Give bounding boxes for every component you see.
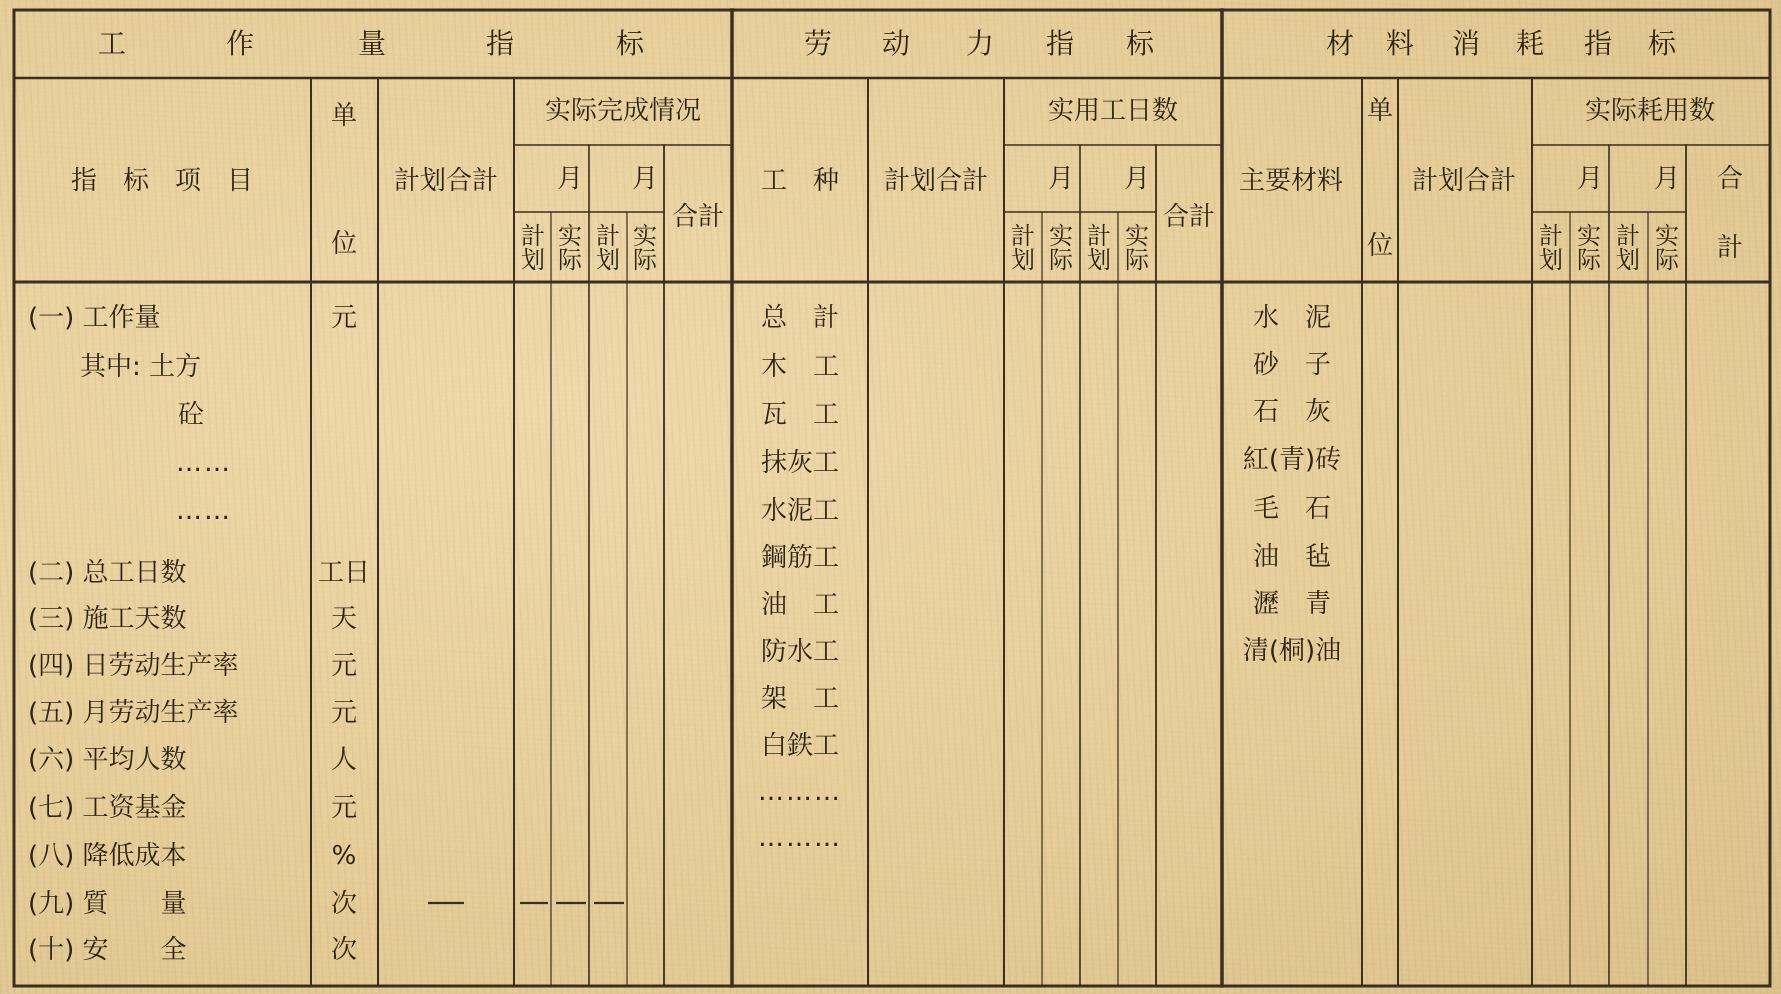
labor-month1-header: 月: [1047, 164, 1075, 194]
workload-item-6: (二) 总工日数: [28, 558, 187, 588]
workload-unit-10: 人: [330, 745, 358, 775]
labor-trade-1: 总 計: [760, 303, 840, 333]
workload-month1-header: 月: [556, 164, 584, 194]
labor-trade-5: 水泥工: [760, 496, 840, 526]
header-labor-char-2: 动: [881, 27, 911, 60]
workload-unit-12: %: [331, 841, 357, 871]
labor-m1-plan-header: 計划: [1011, 222, 1035, 274]
header-material-char-4: 耗: [1515, 27, 1545, 60]
workload-item-header: 指 标 项 目: [70, 166, 254, 196]
header-material-char-1: 材: [1325, 27, 1355, 60]
workload-item-4: ……: [176, 448, 232, 478]
workload-item-12: (八) 降低成本: [28, 841, 187, 871]
header-labor-char-1: 劳: [803, 27, 833, 60]
material-name-header: 主要材料: [1238, 166, 1344, 196]
workload-item-3: 砼: [178, 400, 205, 430]
material-m2-actual-header: 实际: [1655, 222, 1679, 274]
labor-trade-12: ………: [758, 823, 842, 853]
material-plan-total-header: 計划合計: [1411, 166, 1517, 196]
workload-item-1: (一) 工作量: [28, 303, 161, 333]
labor-trade-9: 架 工: [760, 684, 840, 714]
workload-actual-completion-header: 实际完成情况: [544, 96, 702, 126]
workload-m1-plan-header: 計划: [521, 222, 545, 274]
labor-trade-2: 木 工: [760, 352, 840, 382]
workload-item-5: ……: [176, 496, 232, 526]
labor-trade-6: 鋼筋工: [760, 543, 840, 573]
material-item-4: 紅(青)砖: [1242, 445, 1342, 475]
labor-trade-header: 工 种: [760, 166, 840, 196]
material-unit-header-top: 单: [1366, 96, 1394, 126]
labor-trade-10: 白鉄工: [760, 731, 840, 761]
labor-trade-7: 油 工: [760, 590, 840, 620]
material-item-7: 瀝 青: [1252, 589, 1332, 619]
header-labor-char-5: 标: [1125, 27, 1155, 60]
header-labor-char-4: 指: [1045, 27, 1075, 60]
material-item-1: 水 泥: [1252, 303, 1332, 333]
workload-unit-7: 天: [330, 604, 358, 634]
workload-item-9: (五) 月劳动生产率: [28, 698, 239, 728]
header-material-char-3: 消: [1451, 27, 1481, 60]
workload-unit-6: 工日: [317, 558, 371, 588]
workload-unit-header-bottom: 位: [330, 229, 358, 259]
labor-trade-3: 瓦 工: [760, 400, 840, 430]
workload-unit-13: 次: [330, 889, 358, 919]
header-workload-char-2: 作: [225, 27, 255, 60]
material-m1-plan-header: 計划: [1539, 222, 1563, 274]
workload-item-10: (六) 平均人数: [28, 745, 187, 775]
workload-unit-8: 元: [330, 651, 358, 681]
material-item-2: 砂 子: [1252, 350, 1332, 380]
workload-unit-14: 次: [330, 935, 358, 965]
material-item-3: 石 灰: [1252, 397, 1332, 427]
material-month2-header: 月: [1653, 164, 1681, 194]
labor-m1-actual-header: 实际: [1049, 222, 1073, 274]
header-labor-char-3: 力: [965, 27, 995, 60]
labor-trade-4: 抹灰工: [760, 448, 840, 478]
workload-plan-total-header: 計划合計: [393, 166, 499, 196]
material-item-6: 油 毡: [1252, 542, 1332, 572]
workload-unit-9: 元: [330, 698, 358, 728]
workload-item-2: 其中: 土方: [80, 352, 202, 382]
workload-item-11: (七) 工资基金: [28, 793, 187, 823]
material-month1-header: 月: [1576, 164, 1604, 194]
labor-actual-days-header: 实用工日数: [1047, 96, 1179, 126]
workload-unit-1: 元: [330, 303, 358, 333]
header-material-char-2: 料: [1385, 27, 1415, 60]
material-total-header-bottom: 計: [1716, 233, 1744, 263]
workload-item-13: (九) 質 量: [28, 889, 187, 919]
header-workload-char-4: 指: [485, 27, 515, 60]
workload-total-header: 合計: [671, 202, 725, 232]
material-item-8: 清(桐)油: [1242, 636, 1342, 666]
material-actual-usage-header: 实际耗用数: [1584, 96, 1716, 126]
material-item-5: 毛 石: [1252, 494, 1332, 524]
workload-unit-header-top: 单: [330, 101, 358, 131]
header-material-char-5: 指: [1583, 27, 1613, 60]
labor-trade-8: 防水工: [760, 637, 840, 667]
labor-plan-total-header: 計划合計: [883, 166, 989, 196]
material-unit-header-bottom: 位: [1366, 231, 1394, 261]
workload-m1-actual-header: 实际: [558, 222, 582, 274]
labor-total-header: 合計: [1162, 202, 1216, 232]
material-m1-actual-header: 实际: [1577, 222, 1601, 274]
workload-item-7: (三) 施工天数: [28, 604, 187, 634]
workload-month2-header: 月: [631, 164, 659, 194]
labor-m2-actual-header: 实际: [1125, 222, 1149, 274]
header-workload-char-1: 工: [97, 27, 127, 60]
labor-month2-header: 月: [1123, 164, 1151, 194]
material-m2-plan-header: 計划: [1616, 222, 1640, 274]
material-total-header-top: 合: [1716, 164, 1744, 194]
header-workload-char-5: 标: [615, 27, 645, 60]
workload-item-14: (十) 安 全: [28, 935, 187, 965]
workload-item-8: (四) 日劳动生产率: [28, 651, 239, 681]
labor-m2-plan-header: 計划: [1087, 222, 1111, 274]
workload-unit-11: 元: [330, 793, 358, 823]
labor-trade-11: ………: [758, 777, 842, 807]
workload-m2-plan-header: 計划: [596, 222, 620, 274]
header-material-char-6: 标: [1647, 27, 1677, 60]
header-workload-char-3: 量: [357, 27, 387, 60]
workload-m2-actual-header: 实际: [633, 222, 657, 274]
